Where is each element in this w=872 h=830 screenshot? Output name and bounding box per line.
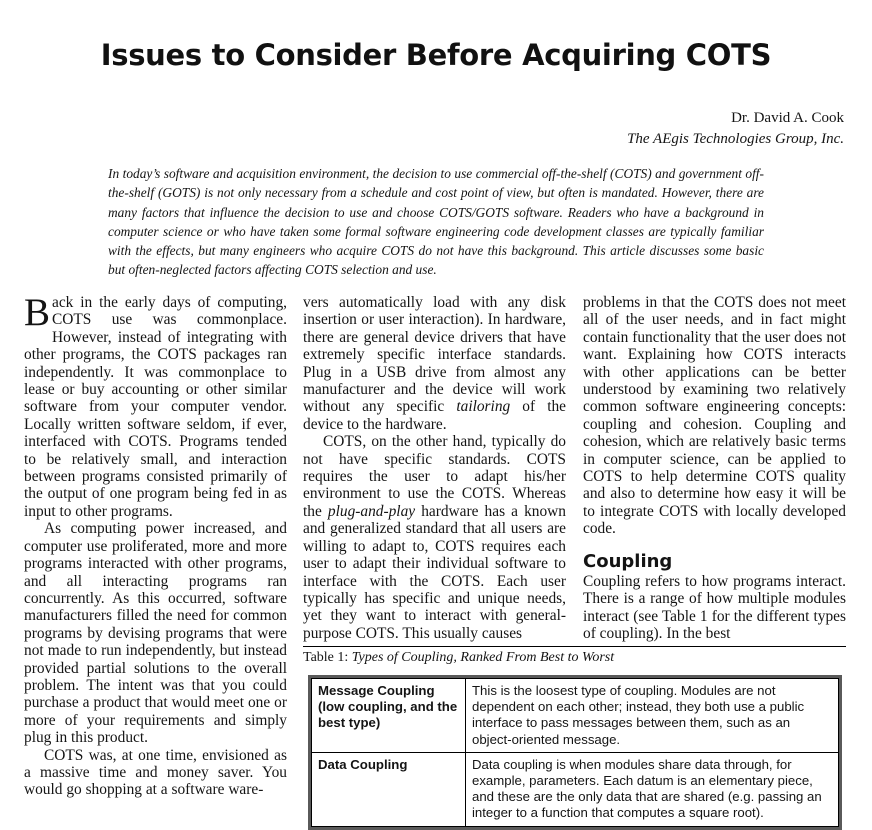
table-row [312,679,839,753]
paragraph-4-text-a: vers automatically load with any disk insertion or user interaction). In hardware, there are general device drivers that have extremely specific interface standards. Plug in a USB drive from almost any manufacturer and the device will work without any specific [303,294,566,416]
table-cell-type: Data Coupling [312,752,466,826]
table-caption-title: Types of Coupling, Ranked From Best to Worst [351,650,615,665]
body-paragraph-3: COTS was, at one time, envisioned as a massive time and money saver. You would go shopping at a software ware- [24,746,287,799]
coupling-table [311,678,839,827]
paragraph-1-text: ack in the early days of computing, COTS use was commonplace. However, instead of integrating with other programs, the COTS packages ran independently. It was commonplace to lease or buy accounting or other similar software from your computer vendor. Locally written software seldom, if ever, interfaced with COTS. Programs tended to be relatively small, and interaction between programs consisted primarily of the output of one program being fed in as input to other programs. [24,294,287,520]
body-column-2 [303,294,566,642]
abstract: In today’s software and acquisition environment, the decision to use commercial off-the-shelf (COTS) and government off-the-shelf (GOTS) is not only necessary from a schedule and cost point of view, but often is mandated. However, there are many factors that influence the decision to use and choose COTS/GOTS software. Readers who have a background in computer science or who have taken some formal software engineering code development classes are typically familiar with the effects, but many engineers who acquire COTS do not have this background. This article discusses some basic but often-neglected factors affecting COTS selection and use. [108,166,764,278]
body-paragraph-7: Coupling refers to how programs interact. There is a range of how multiple modules interact (see Table 1 for the different types of coupling). In the best [583,572,846,642]
paragraph-5-text-a: COTS, on the other hand, typically do not have specific standards. COTS requires the user to adapt his/her environment to use the COTS. Whereas the [303,433,566,520]
paragraph-5-text-b: hardware has a known and generalized standard that all users are willing to adapt to, COTS requires each user to adapt their individual software to interface with the COTS. Each user typically has specific and unique needs, yet they want to interact with general-purpose COTS. This usually causes [303,502,566,642]
body-column-3 [583,294,846,642]
table-caption [303,646,846,667]
body-paragraph-2: As computing power increased, and computer use proliferated, more and more programs interacted with other programs, and all interacting programs ran concurrently. As this occurred, software manufacturers filled the need for common programs by devising programs that were not made to run independently, but instead provided partial solutions to the overall problem. The intent was that you could purchase a product that would meet one or more of your requirements and simply plug in this product. [24,520,287,747]
body-paragraph-4 [303,294,566,433]
table-cell-description: Data coupling is when modules share data through, for example, parameters. Each datum is an elementary piece, and these are the only data that are shared (e.g. passing an integer to a function that computes a square root). [466,752,839,826]
author-name: Dr. David A. Cook [731,110,844,126]
table-cell-type: Message Coupling (low coupling, and the best type) [312,679,466,753]
article-title: Issues to Consider Before Acquiring COTS [100,38,772,72]
body-column-1 [24,291,287,799]
table-caption-label: Table 1: [303,650,352,665]
body-paragraph-1 [24,291,287,520]
paragraph-4-emphasis: tailoring [456,398,511,416]
table-cell-description: This is the loosest type of coupling. Modules are not dependent on each other; instead, they both use a public interface to pass messages between them, such as an object-oriented message. [466,679,839,753]
table-row [312,752,839,826]
section-heading-coupling: Coupling [583,550,673,572]
paragraph-5-emphasis: plug-and-play [327,502,416,520]
body-paragraph-5 [303,433,566,642]
author-block [627,108,844,150]
author-affiliation: The AEgis Technologies Group, Inc. [627,131,844,147]
paragraph-4-text-b: of the device to the hardware. [303,398,566,433]
body-paragraph-6: problems in that the COTS does not meet all of the user needs, and in fact might contain functionality that the user does not want. Explaining how COTS interacts with other applications can be better understood by examining two relatively common software engineering concepts: coupling and cohesion. Coupling and cohesion, which are relatively basic terms in computer science, can be applied to COTS to help determine COTS quality and also to determine how easy it will be to integrate COTS with locally developed code. [583,294,846,538]
coupling-table-frame [308,675,842,830]
drop-cap: B [24,291,51,334]
